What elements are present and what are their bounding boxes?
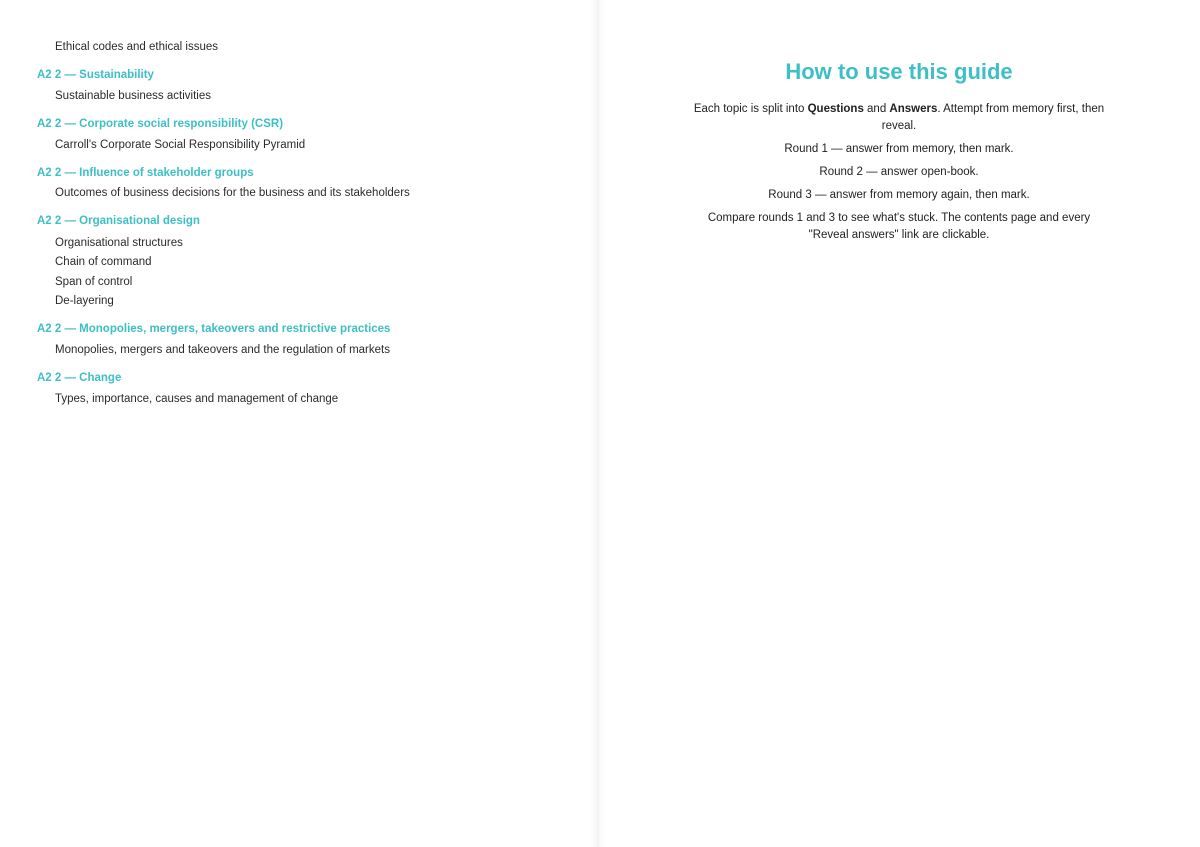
round-2-instruction: Round 2 — answer open-book.	[819, 166, 979, 178]
intro-suffix-text: . Attempt from memory first, then reveal.	[881, 103, 1105, 132]
toc-section-monopolies[interactable]: A2 2 — Monopolies, mergers, takeovers and restrictive practices	[37, 323, 391, 335]
questions-term: Questions	[807, 103, 864, 115]
guide-intro-paragraph	[688, 101, 1110, 135]
intro-and-text: and	[863, 103, 890, 115]
answers-term: Answers	[889, 103, 938, 115]
toc-item-sustainable-activities[interactable]: Sustainable business activities	[55, 90, 211, 102]
toc-section-change[interactable]: A2 2 — Change	[37, 372, 122, 384]
guide-instructions	[688, 101, 1110, 250]
round-3-instruction: Round 3 — answer from memory again, then mark.	[768, 189, 1030, 201]
guide-page	[598, 0, 1200, 847]
toc-item-de-layering[interactable]: De-layering	[55, 295, 114, 307]
toc-item-chain-of-command[interactable]: Chain of command	[55, 256, 152, 268]
guide-title: How to use this guide	[785, 59, 1013, 84]
compare-instruction: Compare rounds 1 and 3 to see what's stuck. The contents page and every "Reveal answers" link are clickable.	[707, 212, 1091, 241]
toc-section-csr[interactable]: A2 2 — Corporate social responsibility (CSR)	[37, 118, 284, 130]
toc-item-organisational-structures[interactable]: Organisational structures	[55, 237, 183, 249]
toc-item-ethical-codes[interactable]: Ethical codes and ethical issues	[55, 41, 219, 53]
toc-section-sustainability[interactable]: A2 2 — Sustainability	[37, 69, 154, 81]
intro-prefix-text: Each topic is split into	[693, 103, 808, 115]
toc-section-stakeholders[interactable]: A2 2 — Influence of stakeholder groups	[37, 167, 254, 179]
toc-item-outcomes[interactable]: Outcomes of business decisions for the business and its stakeholders	[55, 187, 410, 199]
toc-item-market-regulation[interactable]: Monopolies, mergers and takeovers and the regulation of markets	[55, 344, 390, 356]
toc-item-span-of-control[interactable]: Span of control	[55, 276, 133, 288]
contents-page	[0, 0, 598, 847]
toc-item-carroll-pyramid[interactable]: Carroll's Corporate Social Responsibility Pyramid	[55, 139, 306, 151]
toc-section-organisational-design[interactable]: A2 2 — Organisational design	[37, 215, 200, 227]
toc-item-management-of-change[interactable]: Types, importance, causes and management of change	[55, 393, 339, 405]
round-1-instruction: Round 1 — answer from memory, then mark.	[784, 143, 1014, 155]
